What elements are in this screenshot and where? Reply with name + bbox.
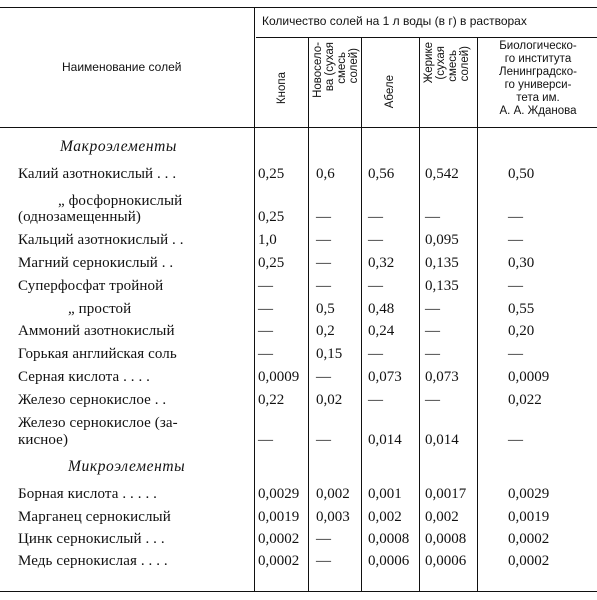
value-cell: 0,5 [316,301,335,317]
value-cell: 0,0002 [508,553,550,569]
value-cell: — [316,278,331,294]
value-cell: — [258,323,273,339]
name-column-header: Наименование солей [62,60,182,74]
value-cell: 0,0019 [258,509,300,525]
value-cell: 0,0009 [258,369,300,385]
value-cell: 0,48 [368,301,395,317]
col-header-bio-institute: Биологическо- го института Ленинградско- го универси- тета им. А. А. Жданова [499,40,577,117]
value-cell: — [258,278,273,294]
value-cell: — [368,392,383,408]
value-cell: 0,0006 [425,553,467,569]
value-cell: 0,30 [508,255,535,271]
value-cell: — [368,209,383,225]
value-cell: 0,15 [316,346,343,362]
value-cell: 0,073 [368,369,402,385]
value-cell: 0,0008 [368,531,410,547]
value-cell: 0,55 [508,301,535,317]
value-cell: 0,50 [508,166,535,182]
salt-name: Горькая английская соль [18,346,177,362]
salt-name: Железо сернокислое . . [18,392,167,408]
value-cell: 0,0017 [425,486,467,502]
value-cell: 0,135 [425,255,459,271]
value-cell: — [316,432,331,448]
value-cell: — [258,301,273,317]
salt-name: Серная кислота . . . . [18,369,151,385]
top-rule [0,7,597,8]
value-cell: 0,001 [368,486,402,502]
value-cell: 0,2 [316,323,335,339]
value-cell: — [368,278,383,294]
value-cell: 0,0029 [508,486,550,502]
col-header-zherike: Жерике (сухая смесь солей) [423,42,471,84]
value-cell: 0,02 [316,392,343,408]
value-cell: 0,22 [258,392,285,408]
value-cell: 0,6 [316,166,335,182]
value-cell: — [368,346,383,362]
value-cell: 0,25 [258,166,285,182]
salt-name: Магний сернокислый . . [18,255,174,271]
bottom-rule [0,591,597,592]
value-cell: 0,002 [425,509,459,525]
value-cell: 0,095 [425,232,459,248]
value-cell: 0,0002 [508,531,550,547]
value-cell: 0,32 [368,255,395,271]
value-cell: — [508,278,523,294]
col-divider-3 [361,37,362,591]
value-cell: 0,135 [425,278,459,294]
value-cell: 0,002 [368,509,402,525]
salt-name: Цинк сернокислый . . . [18,531,165,547]
value-cell: — [316,209,331,225]
value-cell: 1,0 [258,232,277,248]
value-cell: 0,0009 [508,369,550,385]
value-cell: 0,20 [508,323,535,339]
salt-name: Борная кислота . . . . . [18,486,158,502]
value-cell: 0,0002 [258,553,300,569]
salt-name: „ фосфорнокислый [58,193,183,209]
value-cell: — [425,346,440,362]
value-cell: — [508,346,523,362]
salt-name: Суперфосфат тройной [18,278,164,294]
value-cell: 0,0002 [258,531,300,547]
value-cell: — [258,346,273,362]
col-divider-2 [308,37,309,591]
col-divider-4 [419,37,420,591]
value-cell: — [368,232,383,248]
value-cell: — [508,209,523,225]
value-cell: 0,002 [316,486,350,502]
value-cell: — [425,323,440,339]
value-cell: 0,542 [425,166,459,182]
value-cell: 0,0006 [368,553,410,569]
value-cell: 0,25 [258,255,285,271]
value-cell: — [425,209,440,225]
salt-name: (однозамещенный) [18,209,141,225]
group-header: Количество солей на 1 л воды (в г) в растворах [262,14,527,28]
section-micro: Микроэлементы [68,458,186,475]
value-cell: — [425,301,440,317]
value-cell: — [425,392,440,408]
value-cell: 0,24 [368,323,395,339]
salt-name: „ простой [68,301,132,317]
col-divider-5 [477,37,478,591]
value-cell: 0,56 [368,166,395,182]
value-cell: — [316,232,331,248]
salt-name: кисное) [18,432,69,448]
col-header-novoselova: Новосело- ва (сухая смесь солей) [312,42,360,98]
col-divider-1 [254,7,255,591]
col-header-abele: Абеле [384,75,396,109]
value-cell: 0,022 [508,392,542,408]
value-cell: 0,25 [258,209,285,225]
section-macro: Макроэлементы [60,138,178,155]
value-cell: 0,014 [368,432,402,448]
value-cell: 0,014 [425,432,459,448]
value-cell: 0,0008 [425,531,467,547]
salt-name: Железо сернокислое (за- [18,415,178,431]
value-cell: 0,003 [316,509,350,525]
value-cell: — [508,432,523,448]
value-cell: — [316,531,331,547]
value-cell: 0,0029 [258,486,300,502]
value-cell: — [316,553,331,569]
value-cell: — [508,232,523,248]
value-cell: — [316,255,331,271]
value-cell: 0,073 [425,369,459,385]
salt-name: Аммоний азотнокислый [18,323,175,339]
value-cell: 0,0019 [508,509,550,525]
value-cell: — [316,369,331,385]
col-header-knop: Кнопа [276,72,288,105]
salt-name: Марганец сернокислый [18,509,171,525]
salt-name: Калий азотнокислый . . . [18,166,177,182]
header-rule [0,127,597,128]
value-cell: — [258,432,273,448]
salt-name: Кальций азотнокислый . . [18,232,184,248]
salt-name: Медь сернокислая . . . . [18,553,168,569]
